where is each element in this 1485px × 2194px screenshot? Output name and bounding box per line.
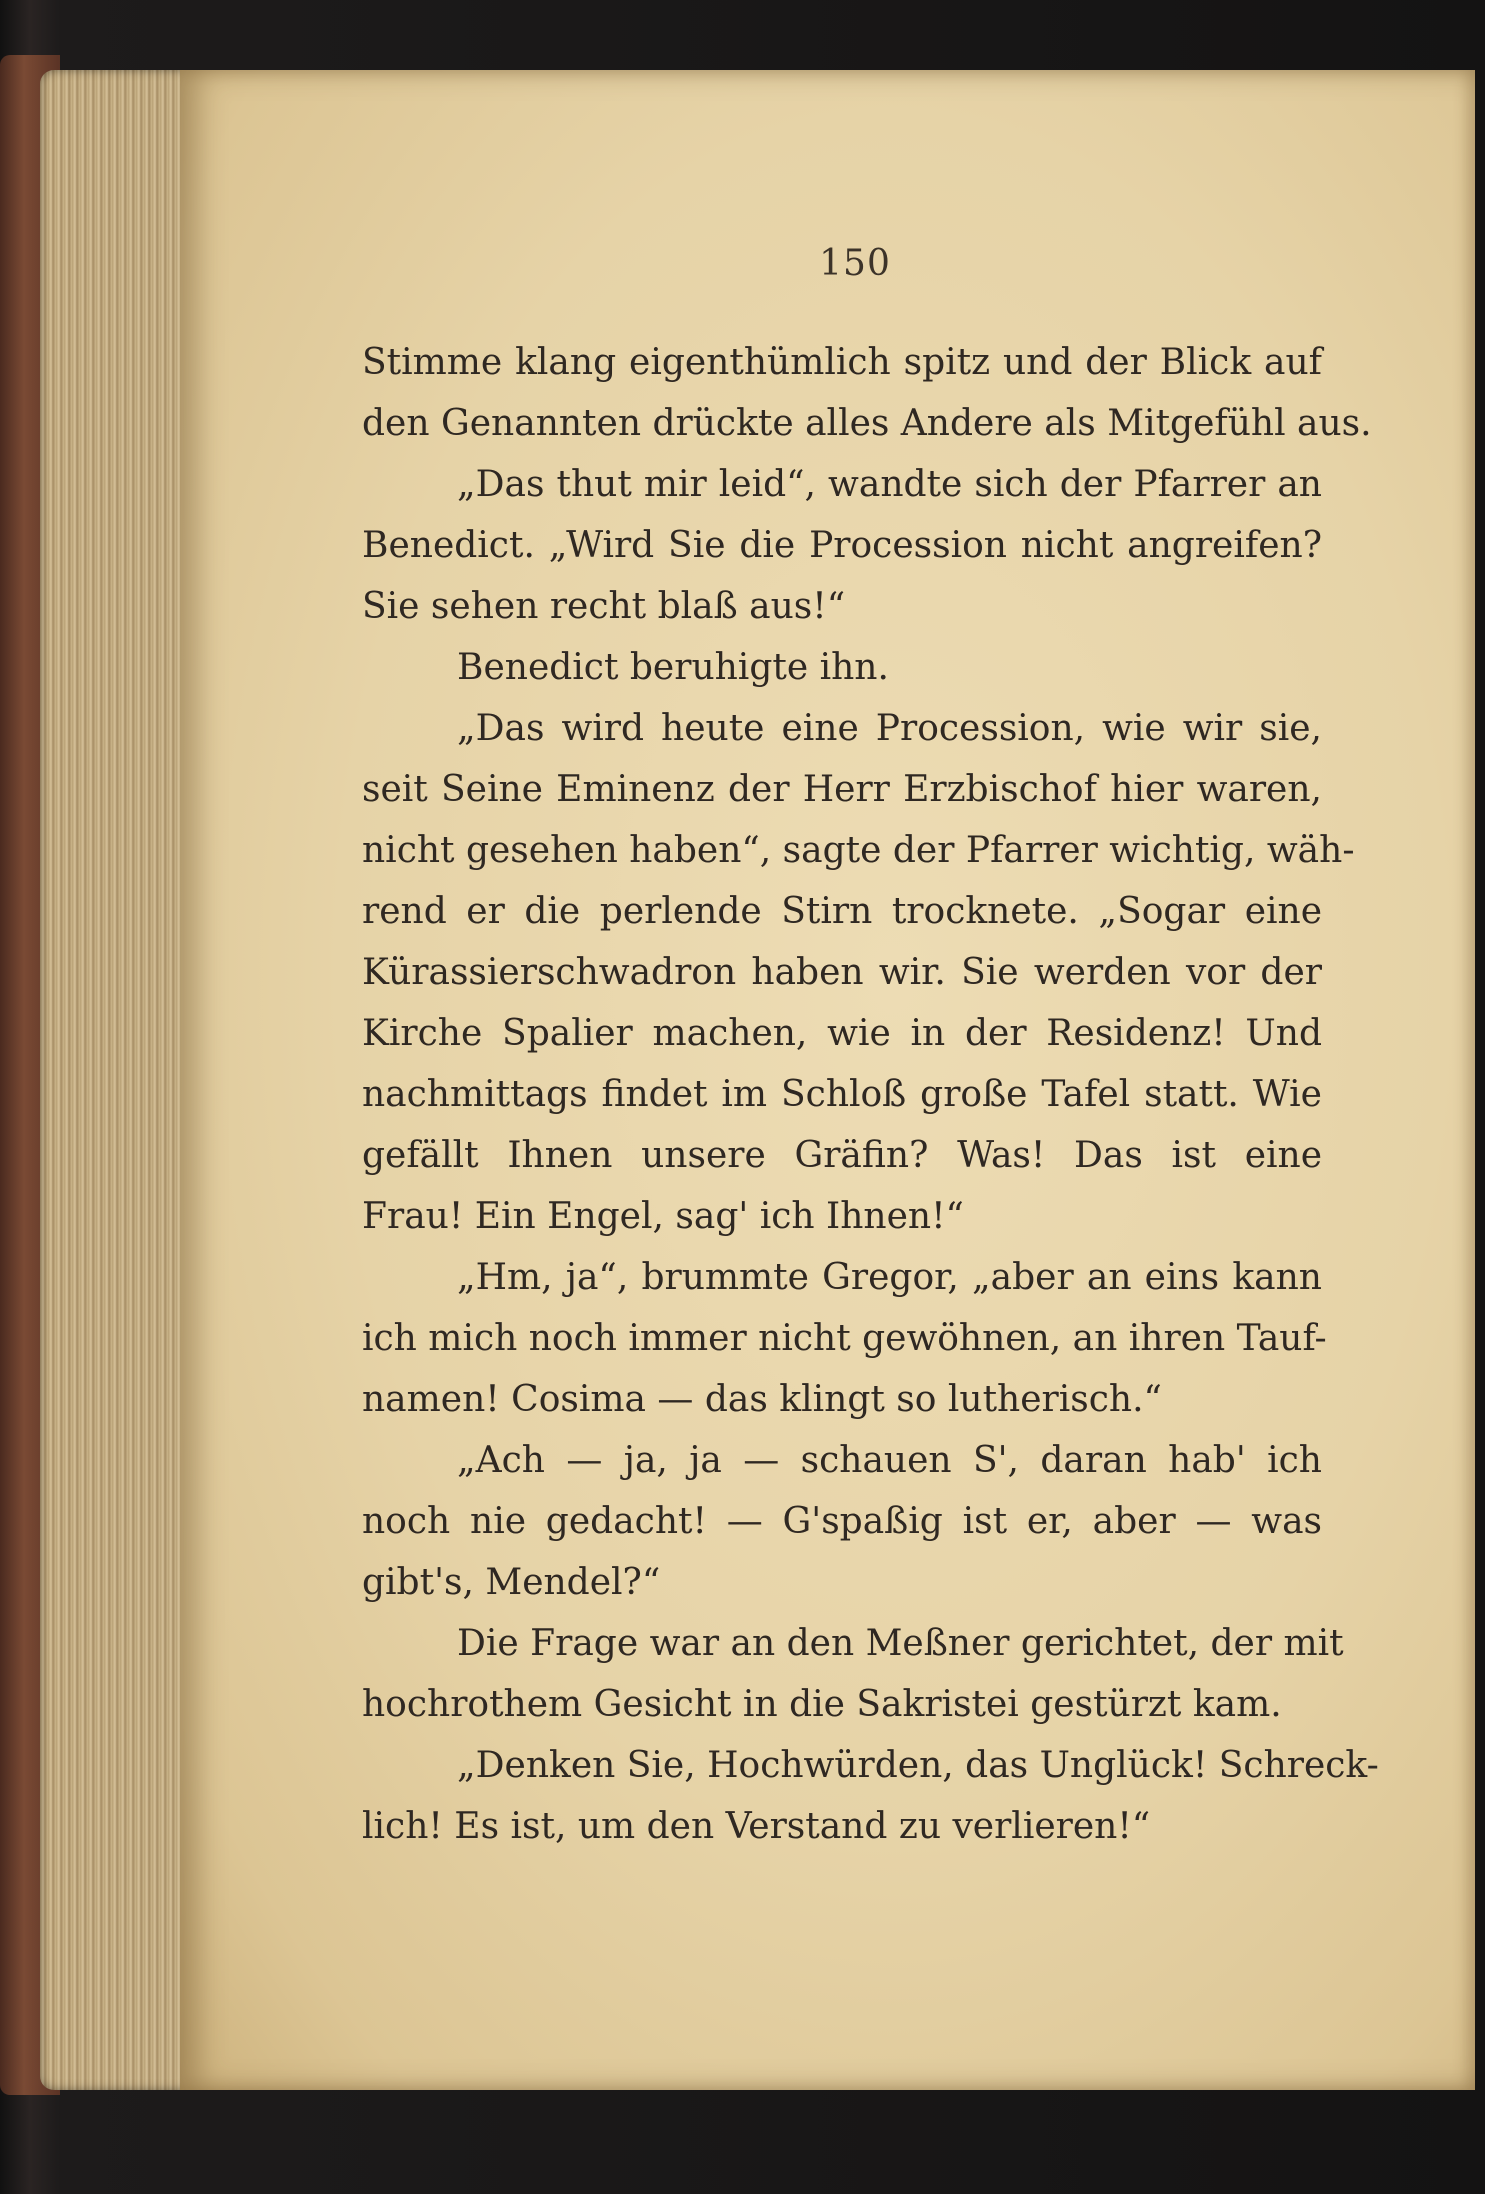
text-line: rend er die perlende Stirn trocknete. „Sogar eine	[362, 891, 1322, 932]
text-line: den Genannten drückte alles Andere als Mitgefühl aus.	[362, 403, 1372, 444]
page-number: 150	[819, 243, 891, 284]
text-line: „Ach — ja, ja — schauen S', daran hab' ich	[457, 1440, 1322, 1481]
text-line: seit Seine Eminenz der Herr Erzbischof hier waren,	[362, 769, 1322, 810]
text-line: namen! Cosima — das klingt so lutherisch.“	[362, 1379, 1162, 1420]
text-line: „Das thut mir leid“, wandte sich der Pfarrer an	[457, 464, 1322, 505]
text-line: Stimme klang eigenthümlich spitz und der Blick auf	[362, 342, 1322, 383]
text-line: gibt's, Mendel?“	[362, 1562, 661, 1603]
text-line: „Denken Sie, Hochwürden, das Unglück! Schreck-	[457, 1745, 1379, 1786]
text-line: gefällt Ihnen unsere Gräfin? Was! Das ist eine	[362, 1135, 1322, 1176]
text-line: lich! Es ist, um den Verstand zu verlieren!“	[362, 1806, 1151, 1847]
text-line: noch nie gedacht! — G'spaßig ist er, aber — was	[362, 1501, 1322, 1542]
body-text	[362, 332, 1379, 1857]
text-line: Frau! Ein Engel, sag' ich Ihnen!“	[362, 1196, 964, 1237]
text-line: „Das wird heute eine Procession, wie wir sie,	[457, 708, 1322, 749]
text-line: ich mich noch immer nicht gewöhnen, an ihren Tauf-	[362, 1318, 1327, 1359]
text-line: nachmittags findet im Schloß große Tafel statt. Wie	[362, 1074, 1322, 1115]
text-line: „Hm, ja“, brummte Gregor, „aber an eins kann	[457, 1257, 1322, 1298]
text-line: Die Frage war an den Meßner gerichtet, der mit	[457, 1623, 1344, 1664]
text-line: Benedict. „Wird Sie die Procession nicht angreifen?	[362, 525, 1322, 566]
text-line: nicht gesehen haben“, sagte der Pfarrer wichtig, wäh-	[362, 830, 1355, 871]
page-stack-edges	[40, 70, 190, 2090]
text-line: hochrothem Gesicht in die Sakristei gestürzt kam.	[362, 1684, 1282, 1725]
text-line: Sie sehen recht blaß aus!“	[362, 586, 846, 627]
text-line: Benedict beruhigte ihn.	[457, 647, 889, 688]
text-line: Kürassierschwadron haben wir. Sie werden vor der	[362, 952, 1322, 993]
text-line: Kirche Spalier machen, wie in der Residenz! Und	[362, 1013, 1322, 1054]
